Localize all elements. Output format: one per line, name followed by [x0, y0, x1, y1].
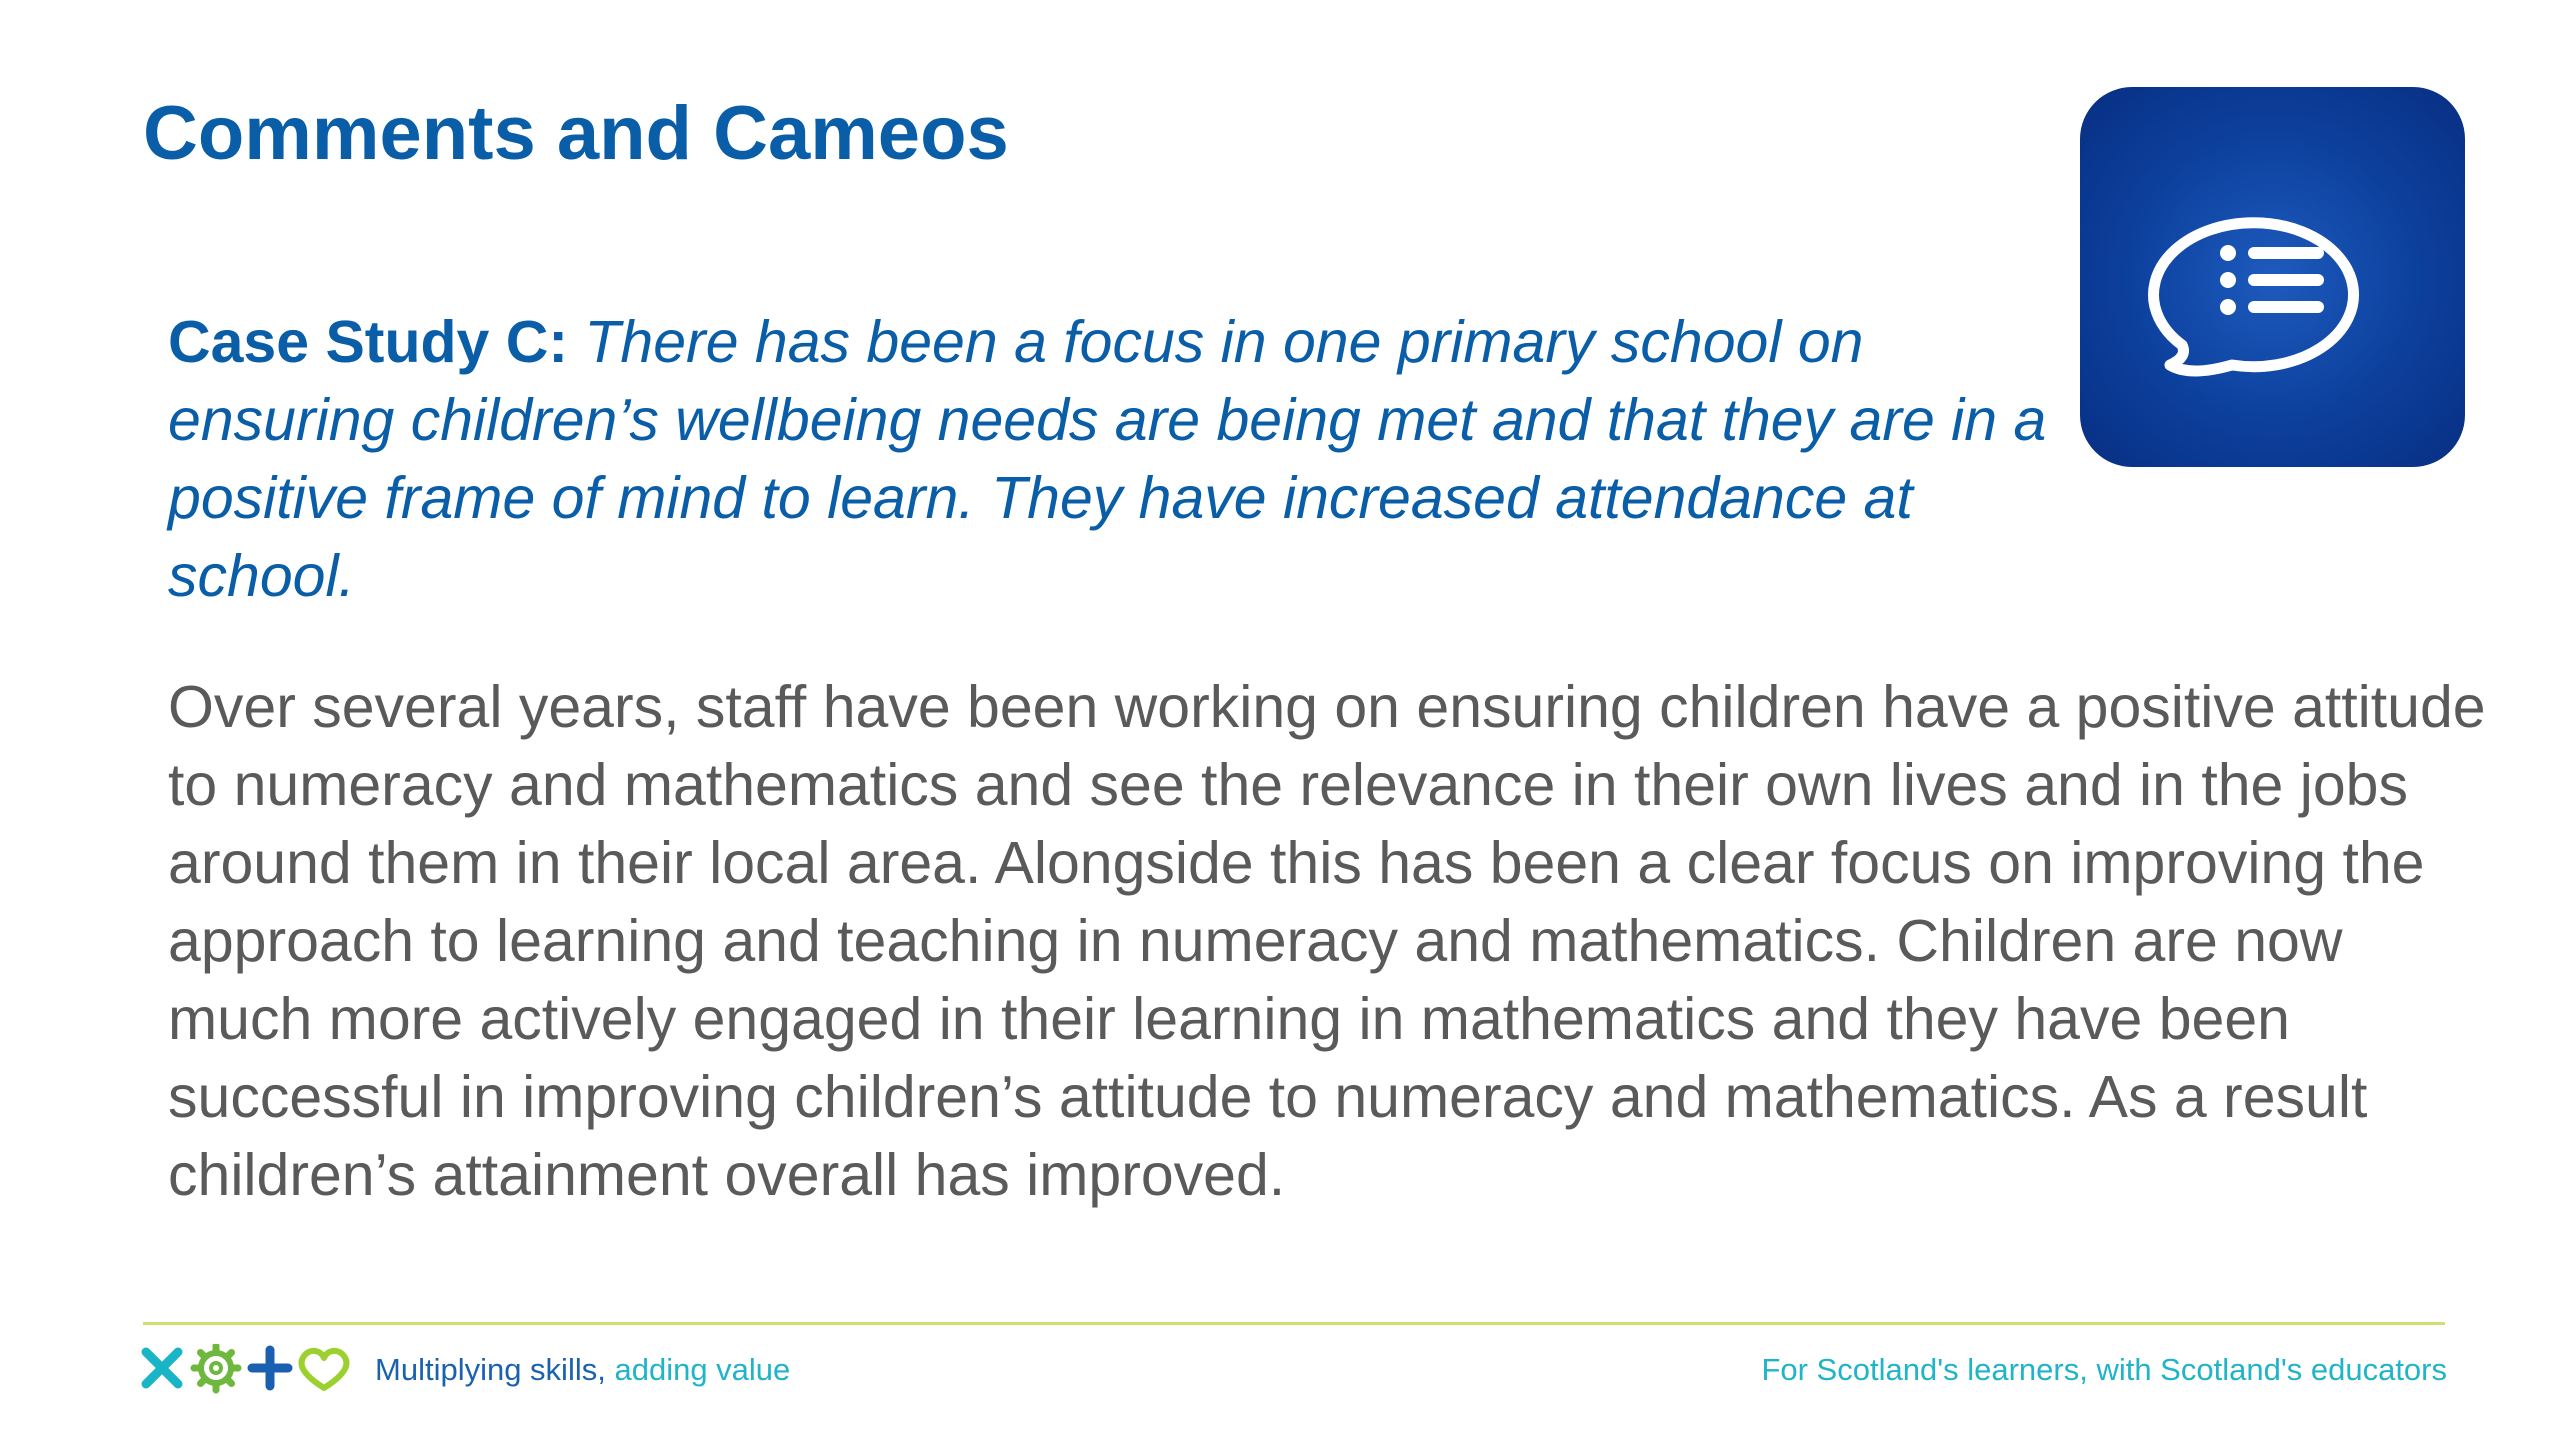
case-study-label: Case Study C:	[168, 309, 568, 375]
chat-list-icon	[2080, 87, 2465, 467]
gear-icon	[194, 1346, 238, 1390]
footer-tagline-main: Multiplying skills,	[375, 1352, 606, 1387]
footer-logo	[138, 1344, 358, 1401]
case-study-summary: There has been a focus in one primary school on ensuring children’s wellbeing needs are being met and that they are in a positive frame of mind to learn. They have increased attendance at school.	[168, 309, 2047, 609]
case-study	[168, 303, 2048, 615]
body-paragraph: Over several years, staff have been working on ensuring children have a positive attitude to numeracy and mathematics and see the relevance in their own lives and in the jobs around them in their local area. Alongside this has been a clear focus on improving the approach to learning and teaching in numeracy and mathematics. Children are now much more actively engaged in their learning in mathematics and they have been successful in improving children’s attitude to numeracy and mathematics. As a result children’s attainment overall has improved.	[168, 674, 2486, 1208]
footer-tagline-accent: adding value	[614, 1352, 791, 1387]
footer-tagline	[375, 1352, 790, 1388]
chat-list-tile	[2080, 87, 2465, 467]
multiply-icon	[146, 1352, 178, 1384]
plus-icon	[252, 1350, 288, 1386]
footer-right-text: For Scotland's learners, with Scotland's educators	[1761, 1352, 2447, 1387]
heart-icon	[301, 1351, 346, 1388]
slide-title: Comments and Cameos	[143, 91, 1009, 176]
footer-divider	[143, 1322, 2445, 1325]
